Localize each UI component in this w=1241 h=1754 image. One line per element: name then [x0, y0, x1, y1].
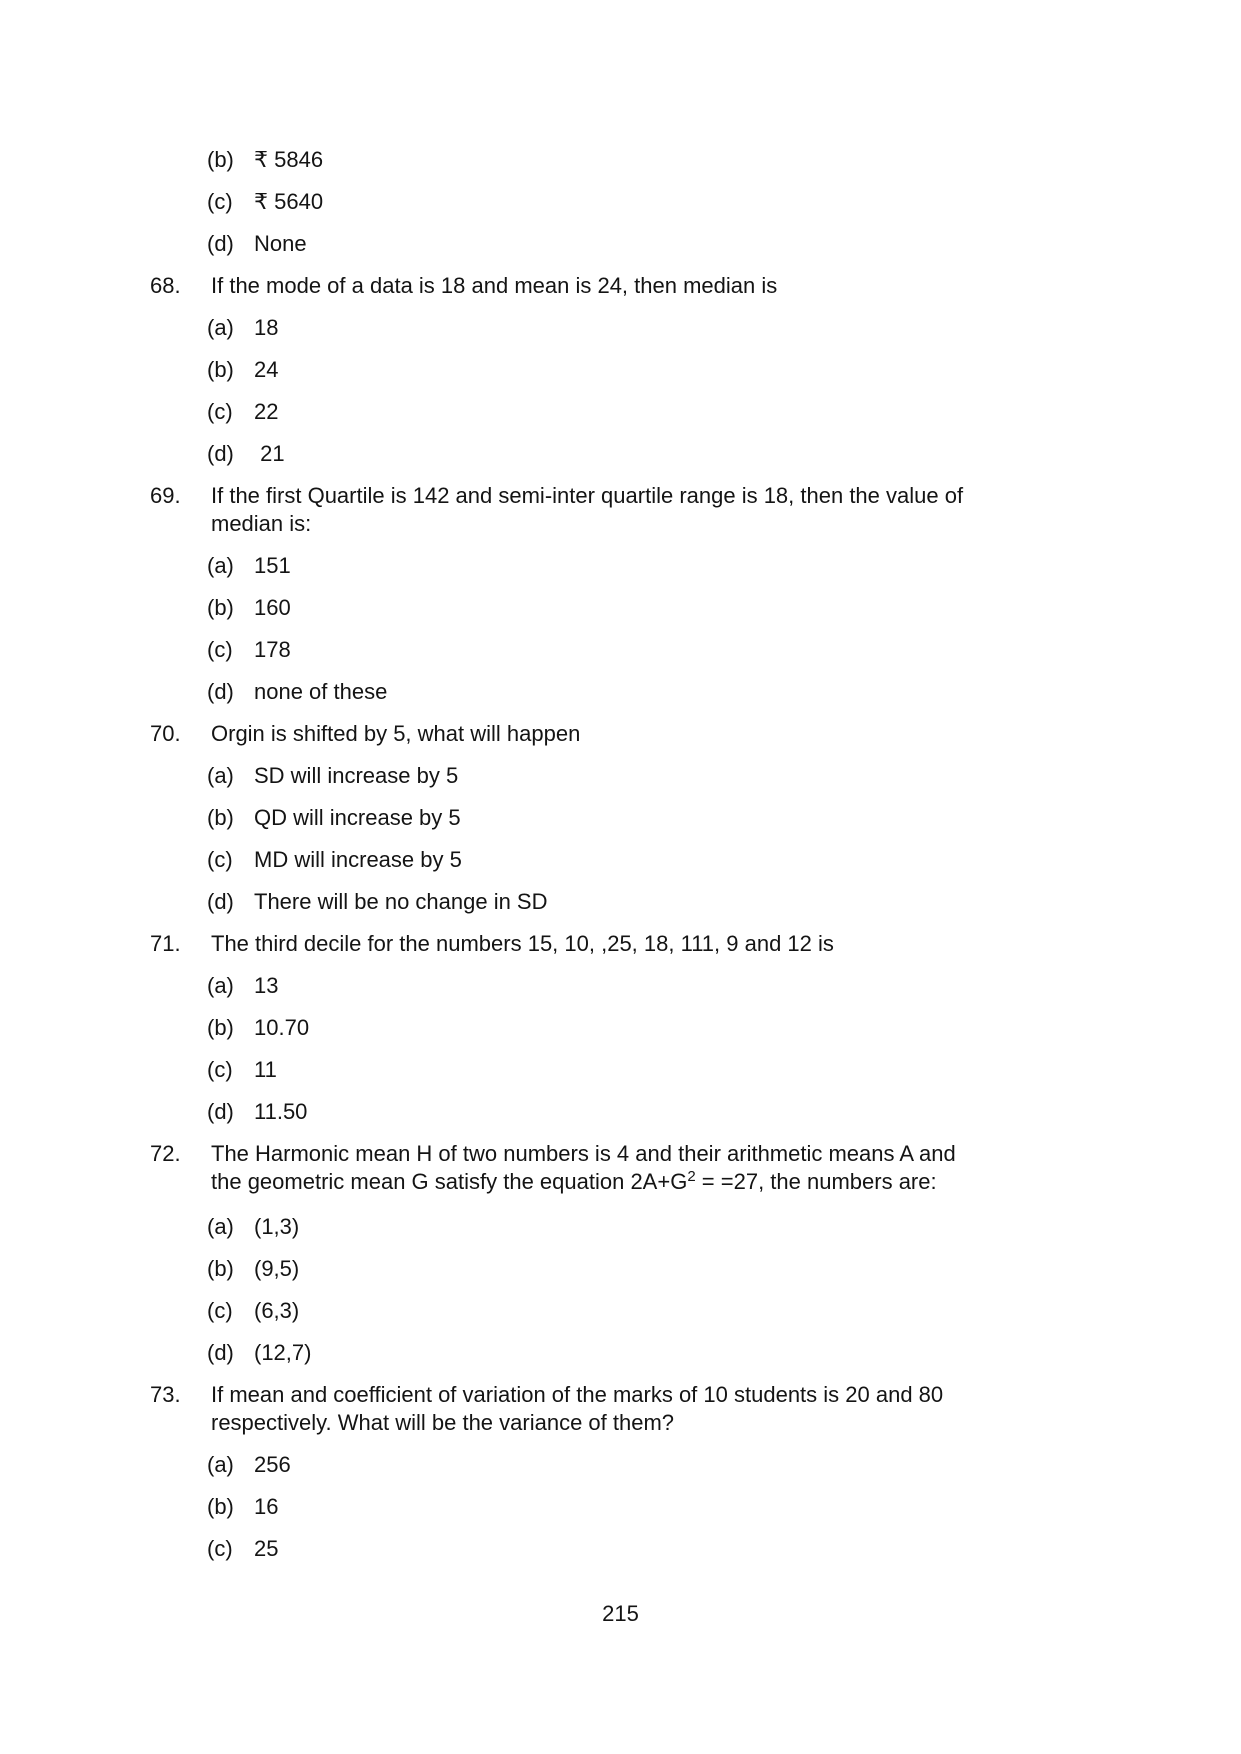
question-text-line: median is:	[211, 511, 312, 536]
option-label: (b)	[207, 357, 234, 382]
option-row	[207, 888, 1211, 916]
question-number: 72.	[150, 1141, 181, 1166]
option-label: (c)	[207, 1057, 233, 1082]
option-row	[207, 846, 1211, 874]
question-text	[211, 272, 1211, 300]
question-text	[211, 1140, 1211, 1199]
option-label: (a)	[207, 553, 234, 578]
option-row	[207, 440, 1211, 468]
option-text: MD will increase by 5	[254, 847, 462, 872]
option-row	[207, 146, 1211, 174]
option-text: 11	[254, 1057, 277, 1082]
question-text	[211, 930, 1211, 958]
question-71	[150, 930, 1211, 1126]
option-label: (b)	[207, 1015, 234, 1040]
option-text: 160	[254, 595, 291, 620]
option-row	[207, 1056, 1211, 1084]
option-label: (c)	[207, 399, 233, 424]
option-label: (c)	[207, 637, 233, 662]
option-label: (b)	[207, 805, 234, 830]
option-label: (d)	[207, 231, 234, 256]
option-text: QD will increase by 5	[254, 805, 461, 830]
question-text-line: If the first Quartile is 142 and semi-inter quartile range is 18, then the value of	[211, 483, 964, 508]
option-text: 178	[254, 637, 291, 662]
option-label: (c)	[207, 189, 233, 214]
question-text-line: Orgin is shifted by 5, what will happen	[211, 721, 581, 746]
orphan-options	[150, 146, 1211, 258]
options-list	[150, 972, 1211, 1126]
option-text: 25	[254, 1536, 279, 1561]
option-text: SD will increase by 5	[254, 763, 459, 788]
option-label: (d)	[207, 889, 234, 914]
option-text: None	[254, 231, 307, 256]
option-text: (6,3)	[254, 1298, 300, 1323]
option-row	[207, 972, 1211, 1000]
option-row	[207, 1535, 1211, 1563]
option-label: (a)	[207, 973, 234, 998]
option-text: ₹ 5640	[254, 189, 324, 214]
option-text: 13	[254, 973, 279, 998]
option-row	[207, 1213, 1211, 1241]
option-label: (d)	[207, 679, 234, 704]
option-row	[207, 356, 1211, 384]
option-text: 11.50	[254, 1099, 308, 1124]
options-list	[150, 762, 1211, 916]
option-label: (a)	[207, 1214, 234, 1239]
option-text: 24	[254, 357, 279, 382]
option-label: (c)	[207, 1536, 233, 1561]
question-text-line: If the mode of a data is 18 and mean is 24, then median is	[211, 273, 778, 298]
option-row	[207, 188, 1211, 216]
question-69	[150, 482, 1211, 706]
option-row	[207, 1014, 1211, 1042]
question-text	[211, 482, 1211, 538]
option-row	[207, 1493, 1211, 1521]
option-text: There will be no change in SD	[254, 889, 548, 914]
option-row	[207, 636, 1211, 664]
question-text-line: The Harmonic mean H of two numbers is 4 and their arithmetic means A and	[211, 1141, 956, 1166]
option-text: 151	[254, 553, 291, 578]
question-text-line	[211, 1168, 1211, 1199]
question-number: 71.	[150, 931, 181, 956]
options-list	[150, 1451, 1211, 1563]
option-row	[207, 678, 1211, 706]
option-label: (a)	[207, 763, 234, 788]
option-row	[207, 594, 1211, 622]
question-number: 73.	[150, 1382, 181, 1407]
option-row	[207, 804, 1211, 832]
option-label: (d)	[207, 1340, 234, 1365]
equation-part2: = =27, the numbers are:	[695, 1169, 937, 1194]
option-label: (b)	[207, 1256, 234, 1281]
option-row	[207, 552, 1211, 580]
option-text: 10.70	[254, 1015, 310, 1040]
question-text-line: respectively. What will be the variance of them?	[211, 1410, 675, 1435]
option-label: (b)	[207, 1494, 234, 1519]
question-72	[150, 1140, 1211, 1367]
option-row	[207, 1297, 1211, 1325]
option-row	[207, 1339, 1211, 1367]
option-row	[207, 398, 1211, 426]
option-label: (a)	[207, 315, 234, 340]
option-row	[207, 1451, 1211, 1479]
option-row	[207, 1098, 1211, 1126]
option-text: 21	[254, 441, 285, 466]
option-label: (c)	[207, 847, 233, 872]
option-text: ₹ 5846	[254, 147, 324, 172]
option-label: (c)	[207, 1298, 233, 1323]
options-list	[150, 314, 1211, 468]
option-text: 256	[254, 1452, 291, 1477]
option-row	[207, 1255, 1211, 1283]
option-text: 22	[254, 399, 279, 424]
option-label: (b)	[207, 595, 234, 620]
question-number: 70.	[150, 721, 181, 746]
option-label: (a)	[207, 1452, 234, 1477]
option-row	[207, 314, 1211, 342]
question-68	[150, 272, 1211, 468]
superscript-exponent: 2	[687, 1168, 696, 1185]
option-text: none of these	[254, 679, 388, 704]
question-number: 69.	[150, 483, 181, 508]
page-number: 215	[602, 1601, 639, 1626]
question-text	[211, 720, 1211, 748]
option-text: 18	[254, 315, 279, 340]
question-text	[211, 1381, 1211, 1437]
option-text: 16	[254, 1494, 279, 1519]
options-list	[150, 1213, 1211, 1367]
option-row	[207, 762, 1211, 790]
option-label: (b)	[207, 147, 234, 172]
option-text: (9,5)	[254, 1256, 300, 1281]
question-text-line: If mean and coefficient of variation of the marks of 10 students is 20 and 80	[211, 1382, 944, 1407]
option-row	[207, 230, 1211, 258]
question-number: 68.	[150, 273, 181, 298]
option-text: (12,7)	[254, 1340, 312, 1365]
equation-part1: the geometric mean G satisfy the equation 2A+G	[211, 1169, 688, 1194]
option-text: (1,3)	[254, 1214, 300, 1239]
question-73	[150, 1381, 1211, 1563]
question-70	[150, 720, 1211, 916]
option-label: (d)	[207, 441, 234, 466]
question-text-line: The third decile for the numbers 15, 10, ,25, 18, 111, 9 and 12 is	[211, 931, 834, 956]
option-label: (d)	[207, 1099, 234, 1124]
options-list	[150, 552, 1211, 706]
